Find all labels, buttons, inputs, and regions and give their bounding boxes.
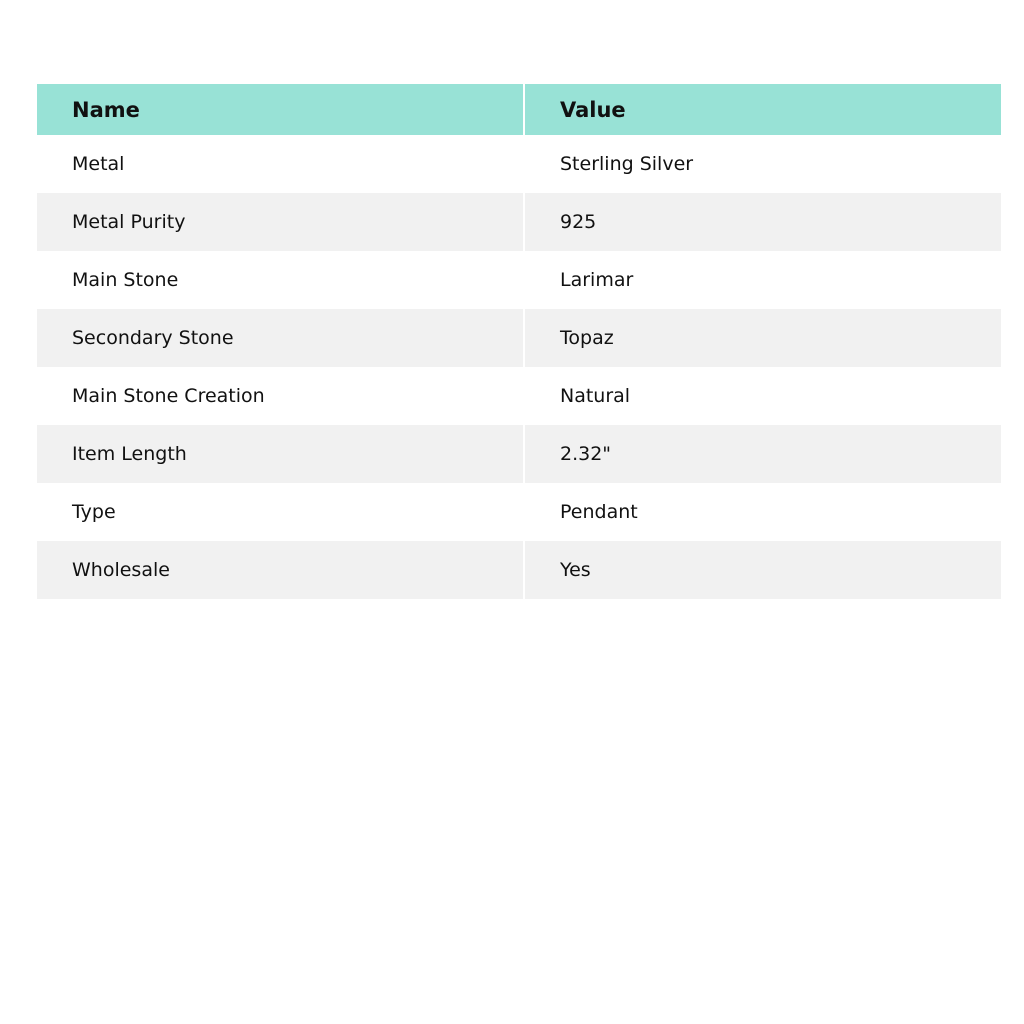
attribute-value-cell: Yes <box>524 541 1001 599</box>
column-header-value: Value <box>524 84 1001 135</box>
table-row <box>37 541 1001 599</box>
table-row <box>37 135 1001 193</box>
table-row <box>37 193 1001 251</box>
attribute-value-cell: Larimar <box>524 251 1001 309</box>
table-body <box>37 135 1001 599</box>
header-row <box>37 84 1001 135</box>
attribute-name-cell: Metal Purity <box>37 193 524 251</box>
attribute-value-cell: 925 <box>524 193 1001 251</box>
table-row <box>37 309 1001 367</box>
table-row <box>37 251 1001 309</box>
attribute-value-cell: 2.32" <box>524 425 1001 483</box>
attribute-name-cell: Type <box>37 483 524 541</box>
attribute-value-cell: Natural <box>524 367 1001 425</box>
attribute-name-cell: Wholesale <box>37 541 524 599</box>
attribute-name-cell: Secondary Stone <box>37 309 524 367</box>
attribute-value-cell: Sterling Silver <box>524 135 1001 193</box>
attribute-name-cell: Item Length <box>37 425 524 483</box>
product-attributes-table <box>37 84 1001 599</box>
attribute-name-cell: Main Stone <box>37 251 524 309</box>
table-row <box>37 367 1001 425</box>
column-header-name: Name <box>37 84 524 135</box>
attribute-value-cell: Pendant <box>524 483 1001 541</box>
attribute-name-cell: Main Stone Creation <box>37 367 524 425</box>
table-row <box>37 425 1001 483</box>
table-header <box>37 84 1001 135</box>
table-row <box>37 483 1001 541</box>
attribute-value-cell: Topaz <box>524 309 1001 367</box>
attribute-name-cell: Metal <box>37 135 524 193</box>
